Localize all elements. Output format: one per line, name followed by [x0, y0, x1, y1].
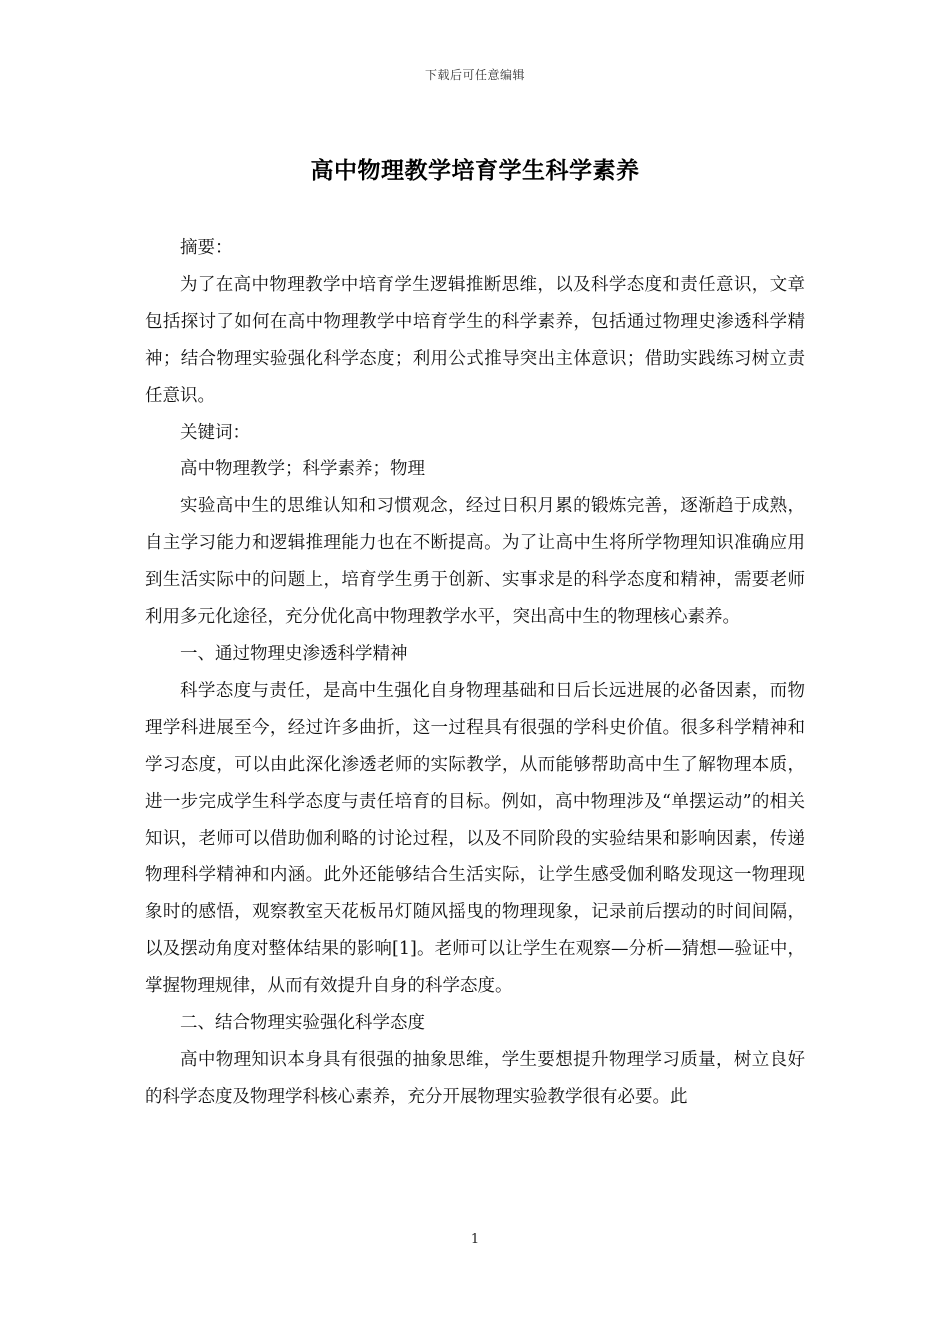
intro-paragraph: 实验高中生的思维认知和习惯观念，经过日积月累的锻炼完善，逐渐趋于成熟，自主学习能力和逻辑推理能力也在不断提高。为了让高中生将所学物理知识准确应用到生活实际中的问题上，培育学生勇于创新、实事求是的科学态度和精神，需要老师利用多元化途径，充分优化高中物理教学水平，突出高中生的物理核心素养。: [145, 496, 805, 628]
page-number: 1: [470, 1232, 480, 1247]
abstract-label: 摘要：: [180, 238, 233, 258]
page-header-note: 下载后可任意编辑: [424, 68, 525, 82]
section1-heading: 一、通过物理史渗透科学精神: [180, 643, 408, 664]
document-body: [145, 230, 805, 1116]
section2-paragraph: 高中物理知识本身具有很强的抽象思维，学生要想提升物理学习质量，树立良好的科学态度及物理学科核心素养，充分开展物理实验教学很有必要。此: [145, 1049, 805, 1107]
section1-paragraph: 科学态度与责任，是高中生强化自身物理基础和日后长远进展的必备因素，而物理学科进展至今，经过许多曲折，这一过程具有很强的学科史价值。很多科学精神和学习态度，可以由此深化渗透老师的实际教学，从而能够帮助高中生了解物理本质，进一步完成学生科学态度与责任培育的目标。例如，高中物理涉及“单摆运动”的相关知识，老师可以借助伽利略的讨论过程，以及不同阶段的实验结果和影响因素，传递物理科学精神和内涵。此外还能够结合生活实际，让学生感受伽利略发现这一物理现象时的感悟，观察教室天花板吊灯随风摇曳的物理现象，记录前后摆动的时间间隔，以及摆动角度对整体结果的影响[1]。老师可以让学生在观察—分析—猜想—验证中，掌握物理规律，从而有效提升自身的科学态度。: [145, 680, 805, 997]
keywords-label: 关键词：: [180, 422, 250, 443]
document-title: 高中物理教学培育学生科学素养: [310, 157, 640, 184]
keywords-paragraph: 高中物理教学；科学素养；物理: [180, 459, 425, 480]
section2-heading: 二、结合物理实验强化科学态度: [180, 1013, 425, 1034]
abstract-paragraph: 为了在高中物理教学中培育学生逻辑推断思维，以及科学态度和责任意识，文章包括探讨了如何在高中物理教学中培育学生的科学素养，包括通过物理史渗透科学精神；结合物理实验强化科学态度；利用公式推导突出主体意识；借助实践练习树立责任意识。: [145, 274, 805, 406]
